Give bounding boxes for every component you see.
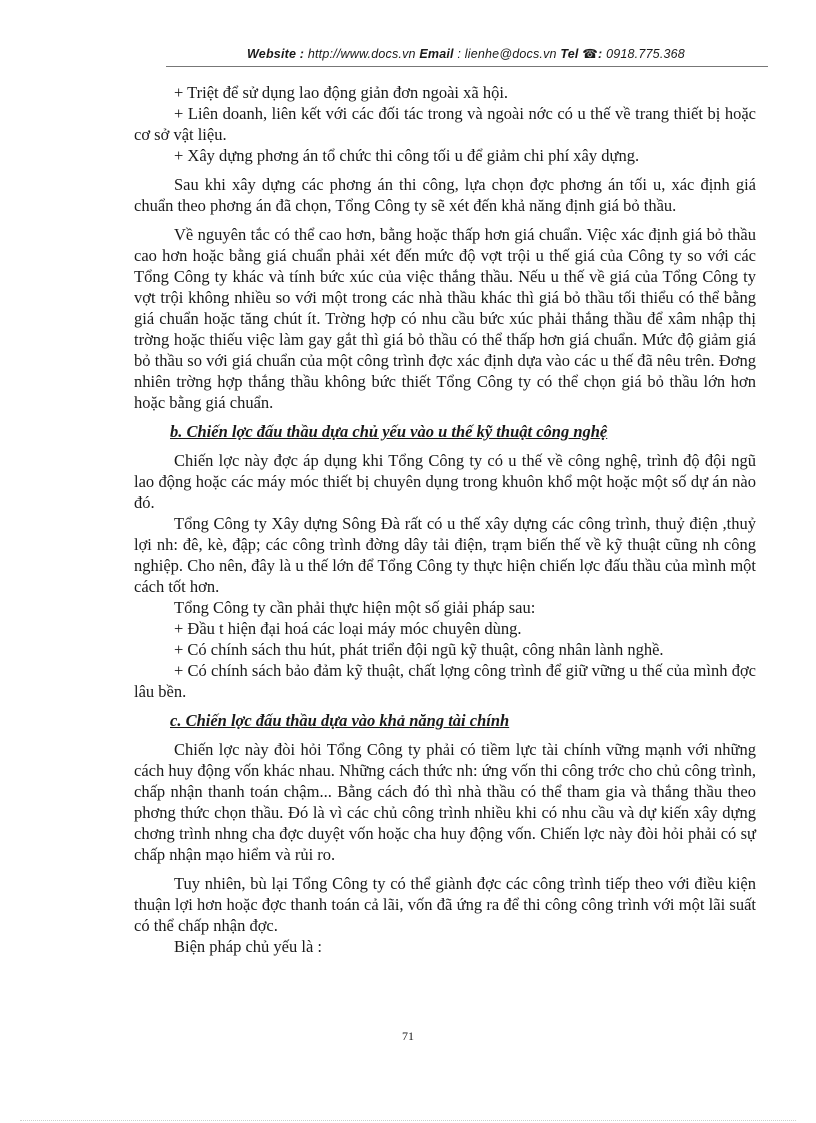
bullet-paragraph: + Có chính sách thu hút, phát triển đội ngũ kỹ thuật, công nhân lành nghề. bbox=[174, 640, 664, 659]
body-paragraph: Về nguyên tắc có thể cao hơn, bằng hoặc thấp hơn giá chuẩn. Việc xác định giá bỏ thầu cao hơn hoặc bằng giá chuẩn phải xét đến mức độ vợt trội u thế giá của Công ty so với các Tổng Công ty khác và tính bức xúc của việc thắng thầu. Nếu u thế về giá của Tổng Công ty vợt trội không nhiều so với một trong các nhà thầu khác thì giá bỏ thầu tối thiểu có thể bằng giá chuẩn hoặc tăng chút ít. Trờng hợp có nhu cầu bức xúc phải thắng thầu để xâm nhập thị trờng hoặc thiếu việc làm gay gắt thì giá bỏ thầu có thể thấp hơn giá chuẩn. Mức độ giảm giá bỏ thầu so với giá chuẩn của một công trình đợc xác định dựa vào các u thế đã nêu trên. Đơng nhiên trờng hợp thắng thầu không bức thiết Tổng Công ty có thể chọn giá bỏ thầu lớn hơn hoặc bằng giá chuẩn. bbox=[134, 225, 756, 412]
email-value[interactable]: : lienhe@docs.vn bbox=[457, 47, 557, 61]
body-paragraph: Tổng Công ty Xây dựng Sông Đà rất có u thế xây dựng các công trình, thuỷ điện ,thuỷ lợi nh: đê, kè, đập; các công trình đờng dây tải điện, trạm biến thế về kỹ thuật cũng nh công nghiệp. Cho nên, đây là u thế lớn để Tổng Công ty thực hiện chiến lợc đấu thầu của mình một cách tốt hơn. bbox=[134, 514, 756, 596]
body-paragraph: Chiến lợc này đòi hỏi Tổng Công ty phải có tiềm lực tài chính vững mạnh với những cách huy động vốn khác nhau. Những cách thức nh: ứng vốn thi công trớc cho chủ công trình, chấp nhận thanh toán chậm... Bằng cách đó thì nhà thầu có thể tham gia và thắng thầu theo phơng thức chọn thầu. Đó là vì các chủ công trình nhiều khi có nhu cầu và dự kiến xây dựng chơng trình nhng cha đợc duyệt vốn hoặc cha huy động vốn. Chiến lợc này đòi hỏi phải có sự chấp nhận mạo hiểm và rủi ro. bbox=[134, 740, 756, 864]
tel-label: Tel ☎: bbox=[560, 47, 603, 61]
body-paragraph: Biện pháp chủ yếu là : bbox=[174, 937, 323, 956]
tel-value: 0918.775.368 bbox=[606, 47, 685, 61]
bullet-paragraph: + Có chính sách bảo đảm kỹ thuật, chất lợng công trình để giữ vững u thế của mình đợc lâu bền. bbox=[134, 661, 756, 701]
bullet-paragraph: + Liên doanh, liên kết với các đối tác trong và ngoài nớc có u thế về trang thiết bị hoặc cơ sở vật liệu. bbox=[134, 104, 756, 144]
bullet-paragraph: + Triệt để sử dụng lao động giản đơn ngoài xã hội. bbox=[174, 83, 509, 102]
document-body bbox=[134, 82, 756, 957]
section-heading-c: c. Chiến lợc đấu thầu dựa vào khả năng tài chính bbox=[170, 711, 510, 730]
page-number: 71 bbox=[402, 1029, 414, 1043]
body-paragraph: Tuy nhiên, bù lại Tổng Công ty có thể giành đợc các công trình tiếp theo với điều kiện thuận lợi hơn hoặc đợc thanh toán cả lãi, vốn đã ứng ra để thi công công trình với một lãi suất có thể chấp nhận đợc. bbox=[134, 874, 756, 935]
body-paragraph: Sau khi xây dựng các phơng án thi công, lựa chọn đợc phơng án tối u, xác định giá chuẩn theo phơng án đã chọn, Tổng Công ty sẽ xét đến khả năng định giá bỏ thầu. bbox=[134, 175, 756, 215]
website-url[interactable]: http://www.docs.vn bbox=[307, 47, 416, 61]
bullet-paragraph: + Đầu t hiện đại hoá các loại máy móc chuyên dùng. bbox=[174, 619, 522, 638]
page-bottom-border bbox=[20, 1120, 796, 1121]
section-heading-b: b. Chiến lợc đấu thầu dựa chủ yếu vào u thế kỹ thuật công nghệ bbox=[170, 422, 608, 441]
bullet-paragraph: + Xây dựng phơng án tổ chức thi công tối u để giảm chi phí xây dựng. bbox=[174, 146, 640, 165]
website-label: Website : bbox=[247, 47, 305, 61]
page-header bbox=[166, 46, 766, 61]
header-divider bbox=[166, 66, 768, 67]
body-paragraph: Chiến lợc này đợc áp dụng khi Tổng Công ty có u thế về công nghệ, trình độ đội ngũ lao động hoặc các máy móc thiết bị chuyên dụng trong khuôn khổ một hoặc một số dự án nào đó. bbox=[134, 451, 756, 512]
body-paragraph: Tổng Công ty cần phải thực hiện một số giải pháp sau: bbox=[174, 598, 536, 617]
email-label: Email bbox=[419, 47, 454, 61]
